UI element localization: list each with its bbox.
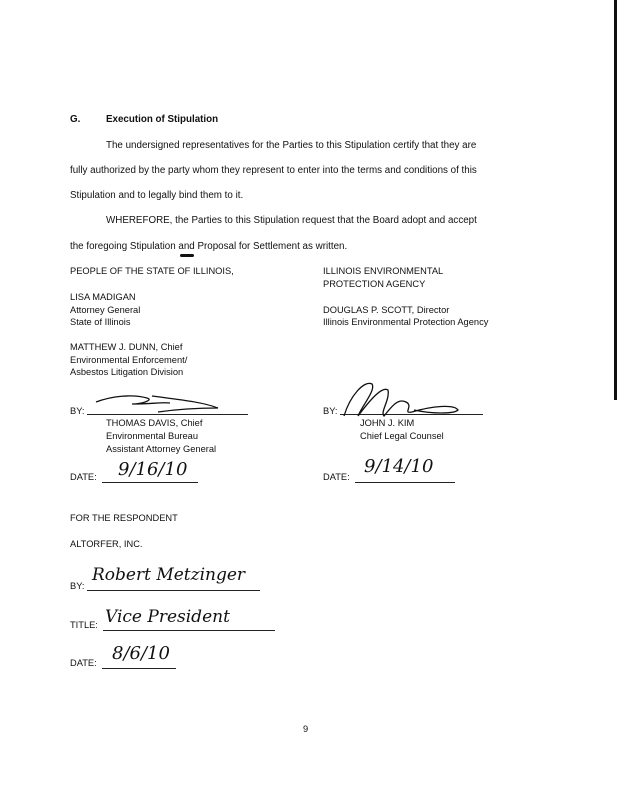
left-date-label: DATE: (70, 472, 97, 482)
respondent-company: ALTORFER, INC. (70, 539, 143, 549)
left-signer-name: THOMAS DAVIS, Chief (106, 418, 203, 428)
right-date-value: 9/14/10 (364, 456, 434, 477)
right-heading-2: PROTECTION AGENCY (323, 279, 426, 289)
respondent-date-line (102, 668, 176, 669)
left-signature-line (87, 414, 248, 415)
paragraph-2-line-2: the foregoing Stipulation and Proposal for Settlement as written. (70, 241, 348, 252)
respondent-title-line (103, 630, 275, 631)
left-name-1: LISA MADIGAN (70, 292, 136, 302)
left-signer-title-1: Environmental Bureau (106, 431, 198, 441)
respondent-date-label: DATE: (70, 658, 97, 668)
left-date-value: 9/16/10 (118, 459, 188, 480)
left-title-2b: Asbestos Litigation Division (70, 367, 184, 377)
left-by-label: BY: (70, 406, 85, 416)
paragraph-2-line-1: WHEREFORE, the Parties to this Stipulation request that the Board adopt and accept (106, 215, 477, 226)
respondent-title-value: Vice President (105, 607, 230, 627)
ink-mark (180, 254, 194, 257)
section-letter: G. (70, 114, 81, 125)
left-date-line (102, 482, 198, 483)
page-number: 9 (303, 724, 309, 734)
page-edge-bar (614, 0, 617, 400)
respondent-heading: FOR THE RESPONDENT (70, 513, 178, 523)
left-title-1b: State of Illinois (70, 317, 131, 327)
respondent-signature-line (87, 590, 260, 591)
respondent-signature: Robert Metzinger (92, 565, 246, 585)
right-signer-title: Chief Legal Counsel (360, 431, 444, 441)
right-by-label: BY: (323, 406, 338, 416)
respondent-title-label: TITLE: (70, 620, 98, 630)
left-party-heading: PEOPLE OF THE STATE OF ILLINOIS, (70, 266, 234, 276)
right-name-1: DOUGLAS P. SCOTT, Director (323, 305, 450, 315)
section-title: Execution of Stipulation (106, 114, 219, 125)
paragraph-1-line-2: fully authorized by the party whom they represent to enter into the terms and conditions of this (70, 165, 477, 176)
left-signature (92, 388, 222, 414)
right-signer-name: JOHN J. KIM (360, 418, 415, 428)
left-title-1a: Attorney General (70, 305, 141, 315)
left-title-2a: Environmental Enforcement/ (70, 355, 188, 365)
right-date-label: DATE: (323, 472, 350, 482)
respondent-by-label: BY: (70, 581, 85, 591)
respondent-date-value: 8/6/10 (112, 643, 170, 664)
paragraph-1-line-3: Stipulation and to legally bind them to it. (70, 190, 244, 201)
right-title-1: Illinois Environmental Protection Agency (323, 317, 489, 327)
right-date-line (355, 482, 455, 483)
left-signer-title-2: Assistant Attorney General (106, 444, 217, 454)
left-name-2: MATTHEW J. DUNN, Chief (70, 342, 183, 352)
paragraph-1-line-1: The undersigned representatives for the Parties to this Stipulation certify that they are (106, 140, 477, 151)
right-heading-1: ILLINOIS ENVIRONMENTAL (323, 266, 444, 276)
